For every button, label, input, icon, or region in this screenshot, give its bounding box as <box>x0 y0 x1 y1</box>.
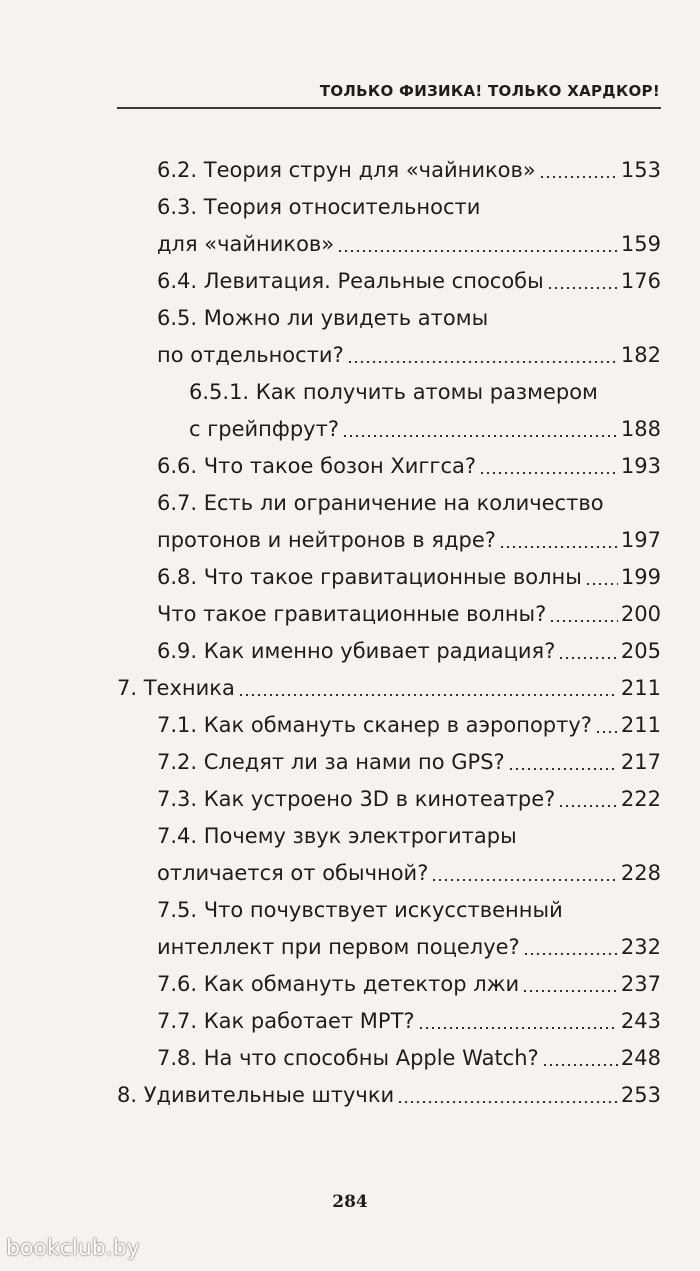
leader-dots <box>342 435 618 437</box>
toc-entry-text: 6.5.1. Как получить атомы размером <box>189 380 598 404</box>
leader-dots <box>523 953 618 955</box>
toc-entry-text: 6.8. Что такое гравитационные волны <box>157 565 582 589</box>
toc-line <box>157 744 661 780</box>
toc-line <box>157 892 563 928</box>
toc-entry-text: 7.7. Как работает МРТ? <box>157 1009 415 1033</box>
toc-page-number: 211 <box>620 713 661 737</box>
leader-dots <box>539 176 618 178</box>
page-number: 284 <box>332 1192 368 1212</box>
toc-entry-text: 6.4. Левитация. Реальные способы <box>157 269 544 293</box>
toc-page-number: 237 <box>620 972 661 996</box>
toc-page-number: 253 <box>620 1083 661 1107</box>
toc-entry-text: с грейпфрут? <box>189 417 339 441</box>
leader-dots <box>522 990 618 992</box>
toc-line <box>157 596 661 632</box>
watermark: bookclub.by <box>6 1236 140 1261</box>
leader-dots <box>238 694 618 696</box>
toc-page-number: 232 <box>620 935 661 959</box>
toc-line <box>117 670 661 706</box>
toc-page-number: 217 <box>620 750 661 774</box>
toc-page-number: 188 <box>620 417 661 441</box>
toc-page-number: 182 <box>620 343 661 367</box>
leader-dots <box>549 620 618 622</box>
toc-line <box>157 189 480 225</box>
toc-line <box>157 707 661 743</box>
toc-page-number: 222 <box>620 787 661 811</box>
leader-dots <box>542 1064 618 1066</box>
toc-line <box>157 818 517 854</box>
toc-line <box>189 374 598 410</box>
leader-dots <box>337 250 618 252</box>
toc-entry-text: 6.3. Теория относительности <box>157 195 481 219</box>
toc-line <box>157 966 661 1002</box>
toc-line <box>157 522 661 558</box>
toc-line <box>157 633 661 669</box>
toc-page-number: 248 <box>620 1046 661 1070</box>
toc-entry-text: 7.2. Следят ли за нами по GPS? <box>157 750 505 774</box>
toc-entry-text: 7.1. Как обмануть сканер в аэропорту? <box>157 713 592 737</box>
toc-entry-text: для «чайников» <box>157 232 335 256</box>
toc-entry-text: отличается от обычной? <box>157 861 429 885</box>
toc-entry-text: 7.3. Как устроено 3D в кинотеатре? <box>157 787 556 811</box>
toc-line <box>157 448 661 484</box>
toc-line <box>157 855 661 891</box>
toc-page-number: 153 <box>620 158 661 182</box>
toc-entry-text: Что такое гравитационные волны? <box>157 602 547 626</box>
leader-dots <box>585 583 618 585</box>
toc-entry-text: 7.4. Почему звук электрогитары <box>157 824 517 848</box>
toc-entry-text: 6.7. Есть ли ограничение на количество <box>157 491 604 515</box>
toc-entry-text: протонов и нейтронов в ядре? <box>157 528 496 552</box>
leader-dots <box>418 1027 618 1029</box>
leader-dots <box>431 879 618 881</box>
toc-entry-text: 7.6. Как обмануть детектор лжи <box>157 972 520 996</box>
leader-dots <box>508 768 618 770</box>
toc-line <box>157 337 661 373</box>
toc-page-number: 205 <box>620 639 661 663</box>
toc-page-number: 176 <box>620 269 661 293</box>
leader-dots <box>347 361 618 363</box>
header-rule <box>117 107 661 109</box>
toc-page-number: 197 <box>620 528 661 552</box>
toc-line <box>157 781 661 817</box>
toc-line <box>157 929 661 965</box>
toc-entry-text: 7.5. Что почувствует искусственный <box>157 898 563 922</box>
toc-page-number: 200 <box>620 602 661 626</box>
leader-dots <box>547 287 618 289</box>
toc-entry-text: по отдельности? <box>157 343 344 367</box>
leader-dots <box>558 805 618 807</box>
leader-dots <box>397 1101 618 1103</box>
toc-entry-text: 6.5. Можно ли увидеть атомы <box>157 306 489 330</box>
toc-line <box>157 559 661 595</box>
toc-page-number: 243 <box>620 1009 661 1033</box>
toc-line <box>157 485 604 521</box>
toc-line <box>157 1003 661 1039</box>
toc-page-number: 193 <box>620 454 661 478</box>
toc-line <box>157 300 488 336</box>
toc-line <box>157 152 661 188</box>
leader-dots <box>499 546 618 548</box>
toc-entry-text: интеллект при первом поцелуе? <box>157 935 520 959</box>
toc-entry-text: 8. Удивительные штучки <box>117 1083 395 1107</box>
toc-page-number: 159 <box>620 232 661 256</box>
toc-page-number: 211 <box>620 676 661 700</box>
leader-dots <box>558 657 618 659</box>
leader-dots <box>479 472 618 474</box>
toc-line <box>189 411 661 447</box>
running-header: ТОЛЬКО ФИЗИКА! ТОЛЬКО ХАРДКОР! <box>319 82 660 100</box>
toc-line <box>117 1077 661 1113</box>
toc-line <box>157 226 661 262</box>
toc-entry-text: 6.2. Теория струн для «чайников» <box>157 158 536 182</box>
toc-line <box>157 263 661 299</box>
toc-entry-text: 7.8. На что способны Apple Watch? <box>157 1046 539 1070</box>
toc-page-number: 199 <box>620 565 661 589</box>
toc-entry-text: 6.9. Как именно убивает радиация? <box>157 639 556 663</box>
toc-line <box>157 1040 661 1076</box>
toc-page-number: 228 <box>620 861 661 885</box>
toc-entry-text: 7. Техника <box>117 676 235 700</box>
leader-dots <box>595 731 618 733</box>
toc-entry-text: 6.6. Что такое бозон Хиггса? <box>157 454 477 478</box>
